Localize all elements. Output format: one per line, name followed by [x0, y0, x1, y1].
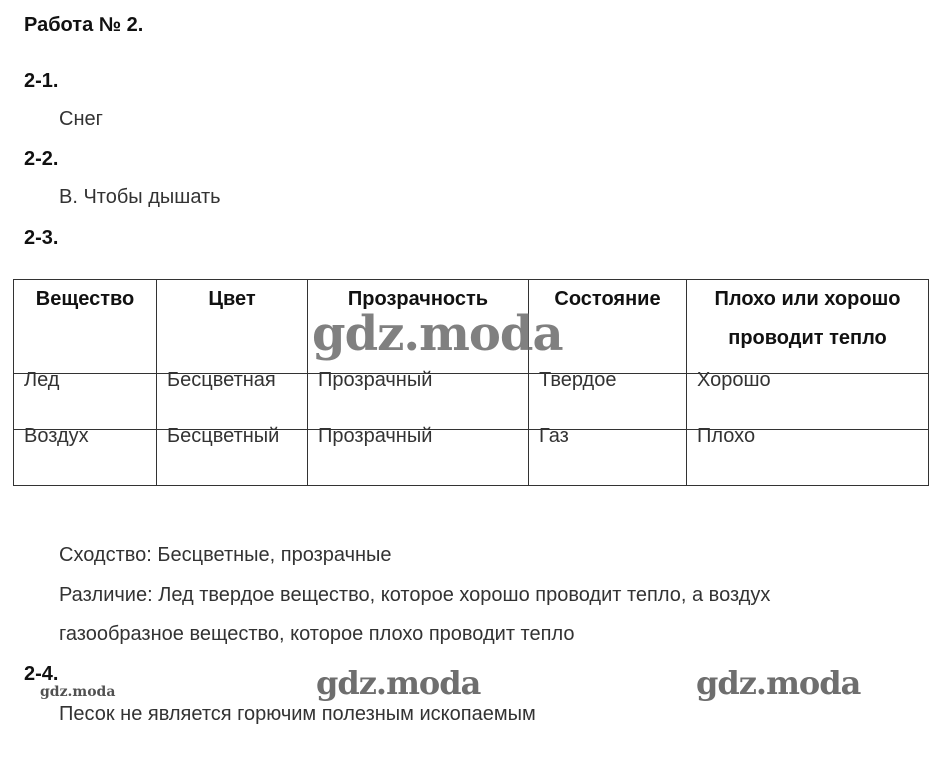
answer-2-4: Песок не является горючим полезным ископаемым — [59, 703, 536, 725]
watermark-logo: gdz.moda — [312, 306, 563, 362]
header-state: Состояние — [529, 280, 687, 374]
table-row — [14, 374, 929, 430]
section-label-2-3: 2-3. — [24, 227, 59, 249]
watermark-logo: gdz.moda — [316, 664, 481, 702]
table-cell: Бесцветный — [157, 430, 308, 486]
header-substance: Вещество — [14, 280, 157, 374]
similarity-text: Бесцветные, прозрачные — [157, 544, 392, 566]
similarity-line — [59, 544, 392, 567]
table-row — [14, 430, 929, 486]
table-cell: Лед — [14, 374, 157, 430]
table-cell: Бесцветная — [157, 374, 308, 430]
page-title: Работа № 2. — [24, 14, 144, 36]
table-cell: Газ — [529, 430, 687, 486]
watermark-logo: gdz.moda — [696, 664, 861, 702]
difference-text-1: Лед твердое вещество, которое хорошо проводит тепло, а воздух — [158, 584, 771, 606]
table-cell: Воздух — [14, 430, 157, 486]
table-cell: Хорошо — [687, 374, 929, 430]
difference-line-1 — [59, 584, 770, 607]
table-cell: Твердое — [529, 374, 687, 430]
difference-label: Различие: — [59, 584, 153, 606]
answer-2-2: В. Чтобы дышать — [59, 186, 221, 208]
section-label-2-2: 2-2. — [24, 148, 59, 170]
header-transparency: Прозрачность — [308, 280, 529, 374]
watermark-logo-small: gdz.moda — [40, 684, 116, 700]
header-color: Цвет — [157, 280, 308, 374]
header-heat-conduction: Плохо или хорошо проводит тепло — [687, 280, 929, 374]
table-cell: Прозрачный — [308, 374, 529, 430]
answer-2-1: Снег — [59, 108, 103, 130]
table-cell: Прозрачный — [308, 430, 529, 486]
section-label-2-4: 2-4. — [24, 663, 59, 685]
similarity-label: Сходство: — [59, 544, 152, 566]
section-label-2-1: 2-1. — [24, 70, 59, 92]
difference-text-2: газообразное вещество, которое плохо проводит тепло — [59, 623, 575, 645]
table-cell: Плохо — [687, 430, 929, 486]
